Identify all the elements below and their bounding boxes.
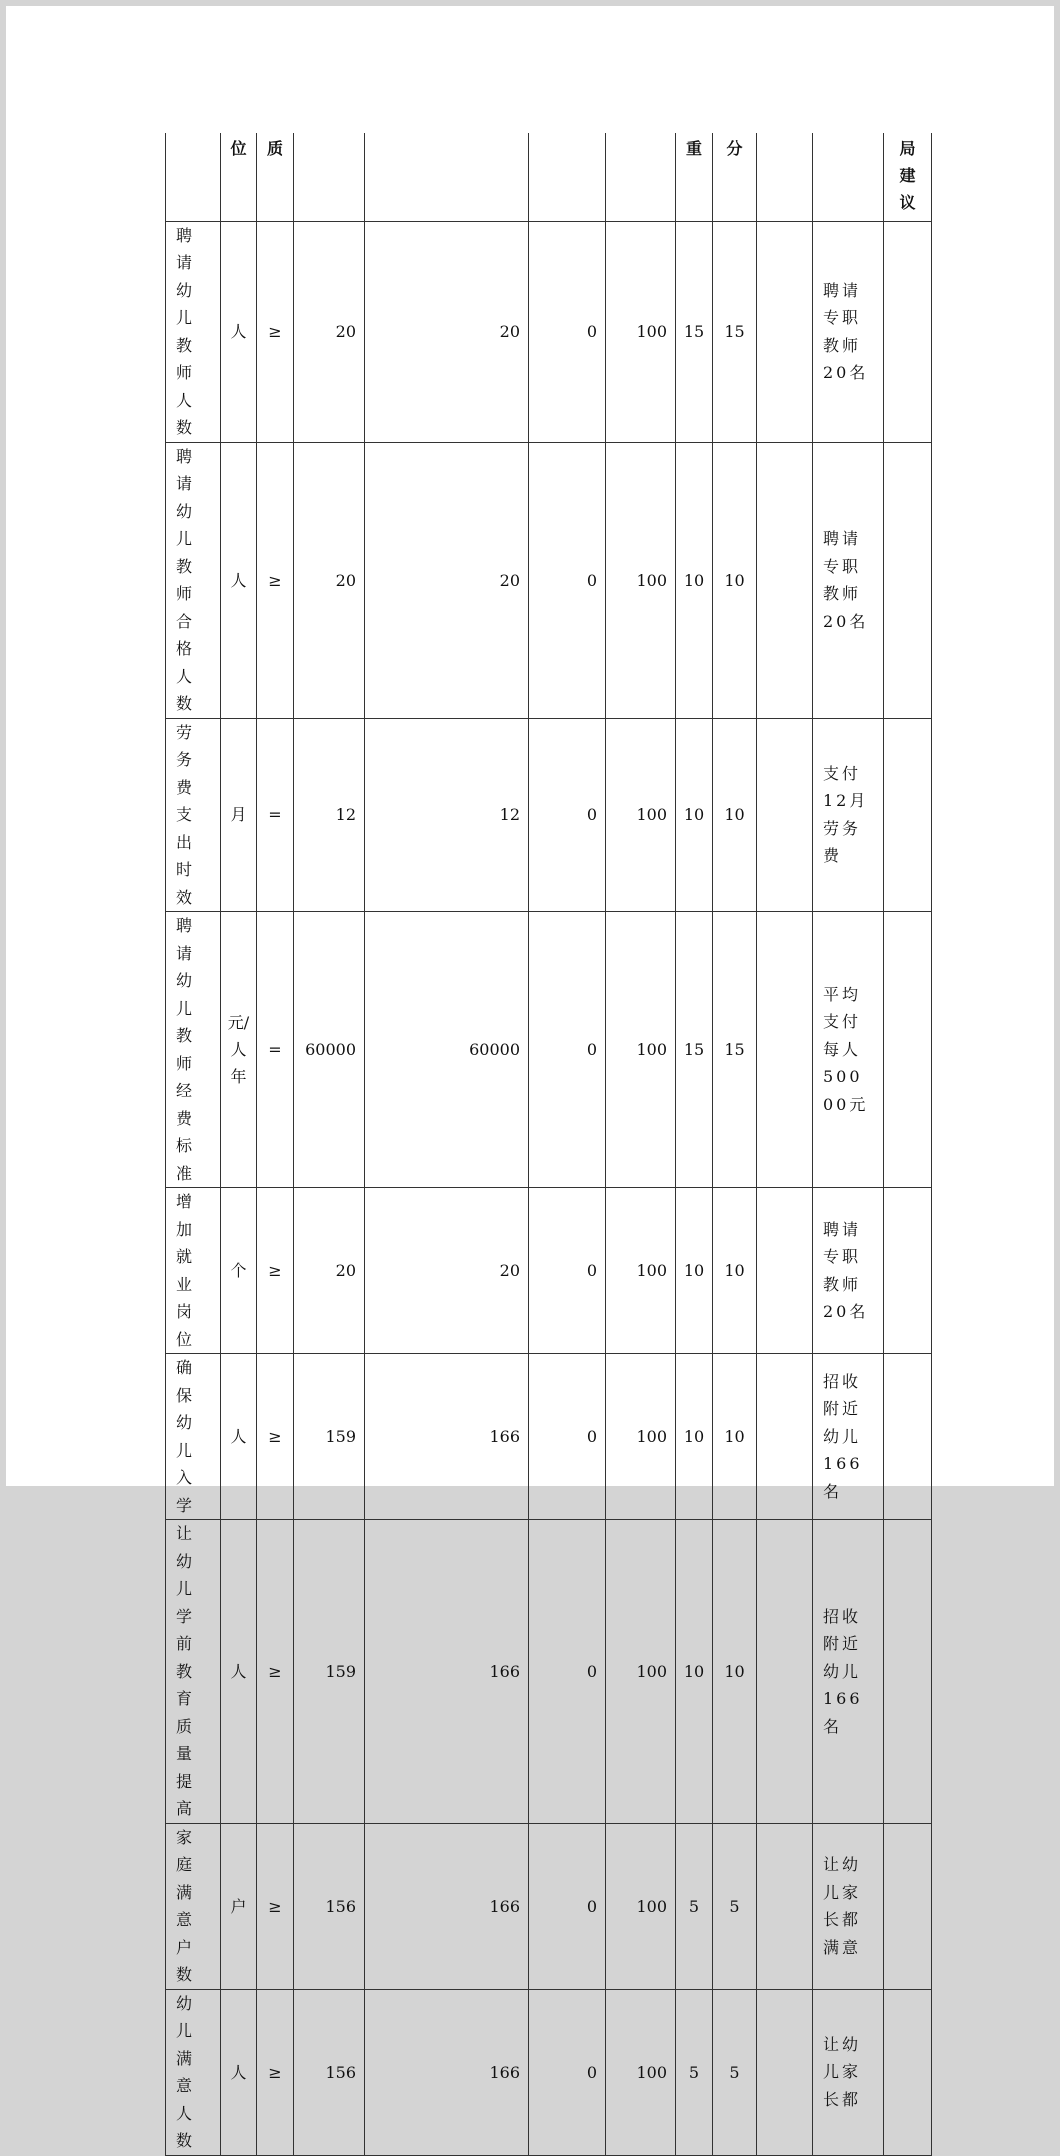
completion-rate-cell: 100 xyxy=(606,718,676,912)
unit-cell: 人 xyxy=(221,1989,257,2155)
table-header-row xyxy=(166,133,932,221)
score-cell: 10 xyxy=(713,1520,757,1824)
deviation-cell: 0 xyxy=(529,1989,606,2155)
indicator-name-cell: 聘请幼儿教师人数 xyxy=(166,221,221,442)
header-cell-nature: 质 xyxy=(257,133,294,221)
table-row xyxy=(166,718,932,912)
target-value-cell: 20 xyxy=(294,1188,365,1354)
score-cell: 10 xyxy=(713,718,757,912)
score-cell: 5 xyxy=(713,1989,757,2155)
target-value-cell: 20 xyxy=(294,221,365,442)
unit-cell: 人 xyxy=(221,1354,257,1520)
weight-cell: 10 xyxy=(676,442,713,718)
suggestion-cell xyxy=(884,1989,932,2155)
operator-cell: ≥ xyxy=(257,1823,294,1989)
unit-cell: 人 xyxy=(221,221,257,442)
header-cell-suggestion xyxy=(884,133,932,221)
description-cell: 支付12月劳务费 xyxy=(813,718,884,912)
completion-rate-cell: 100 xyxy=(606,221,676,442)
score-cell: 15 xyxy=(713,912,757,1188)
header-cell-name xyxy=(166,133,221,221)
completion-rate-cell: 100 xyxy=(606,1989,676,2155)
description-cell: 让幼儿家长都 xyxy=(813,1989,884,2155)
actual-value-cell: 20 xyxy=(365,221,529,442)
actual-value-cell: 60000 xyxy=(365,912,529,1188)
weight-cell: 15 xyxy=(676,912,713,1188)
deviation-cell: 0 xyxy=(529,221,606,442)
description-cell: 聘请专职教师20名 xyxy=(813,221,884,442)
unit-cell: 人 xyxy=(221,1520,257,1824)
completion-rate-cell: 100 xyxy=(606,912,676,1188)
unit-cell: 月 xyxy=(221,718,257,912)
target-value-cell: 12 xyxy=(294,718,365,912)
table-row xyxy=(166,1823,932,1989)
target-value-cell: 159 xyxy=(294,1354,365,1520)
suggestion-cell xyxy=(884,442,932,718)
weight-cell: 10 xyxy=(676,718,713,912)
target-value-cell: 60000 xyxy=(294,912,365,1188)
deviation-cell: 0 xyxy=(529,912,606,1188)
completion-rate-cell: 100 xyxy=(606,442,676,718)
header-cell-target xyxy=(294,133,365,221)
description-cell: 聘请专职教师20名 xyxy=(813,1188,884,1354)
performance-table xyxy=(165,133,932,2156)
blank-cell xyxy=(757,912,813,1188)
table-row xyxy=(166,1989,932,2155)
indicator-name-cell: 增加就业岗位 xyxy=(166,1188,221,1354)
table-row xyxy=(166,1188,932,1354)
table-row xyxy=(166,221,932,442)
indicator-name-cell: 聘请幼儿教师合格人数 xyxy=(166,442,221,718)
completion-rate-cell: 100 xyxy=(606,1188,676,1354)
header-cell-actual xyxy=(365,133,529,221)
blank-cell xyxy=(757,1989,813,2155)
score-cell: 10 xyxy=(713,1188,757,1354)
actual-value-cell: 166 xyxy=(365,1520,529,1824)
score-cell: 15 xyxy=(713,221,757,442)
indicator-name-cell: 聘请幼儿教师经费标准 xyxy=(166,912,221,1188)
actual-value-cell: 166 xyxy=(365,1989,529,2155)
operator-cell: ≥ xyxy=(257,1520,294,1824)
operator-cell: ≥ xyxy=(257,1188,294,1354)
description-cell: 招收附近幼儿166名 xyxy=(813,1354,884,1520)
target-value-cell: 159 xyxy=(294,1520,365,1824)
suggestion-cell xyxy=(884,1520,932,1824)
suggestion-cell xyxy=(884,1354,932,1520)
header-suggestion-char: 局 xyxy=(899,139,916,158)
description-cell: 平均支付每人50000元 xyxy=(813,912,884,1188)
header-suggestion-char: 建 xyxy=(899,166,916,185)
score-cell: 10 xyxy=(713,442,757,718)
deviation-cell: 0 xyxy=(529,1520,606,1824)
score-cell: 10 xyxy=(713,1354,757,1520)
table-row xyxy=(166,442,932,718)
indicator-name-cell: 让幼儿学前教育质量提高 xyxy=(166,1520,221,1824)
header-cell-deviation xyxy=(529,133,606,221)
weight-cell: 5 xyxy=(676,1823,713,1989)
actual-value-cell: 20 xyxy=(365,442,529,718)
document-page xyxy=(6,6,1054,2150)
table-row xyxy=(166,1520,932,1824)
unit-cell: 元/人年 xyxy=(221,912,257,1188)
operator-cell: ≥ xyxy=(257,221,294,442)
indicator-name-cell: 劳务费支出时效 xyxy=(166,718,221,912)
target-value-cell: 156 xyxy=(294,1989,365,2155)
header-suggestion-char: 议 xyxy=(899,193,916,212)
actual-value-cell: 12 xyxy=(365,718,529,912)
indicator-name-cell: 幼儿满意人数 xyxy=(166,1989,221,2155)
description-cell: 让幼儿家长都满意 xyxy=(813,1823,884,1989)
deviation-cell: 0 xyxy=(529,1823,606,1989)
header-cell-unit: 位 xyxy=(221,133,257,221)
unit-cell: 人 xyxy=(221,442,257,718)
unit-cell: 户 xyxy=(221,1823,257,1989)
suggestion-cell xyxy=(884,912,932,1188)
target-value-cell: 156 xyxy=(294,1823,365,1989)
completion-rate-cell: 100 xyxy=(606,1823,676,1989)
suggestion-cell xyxy=(884,1823,932,1989)
indicator-name-cell: 确保幼儿入学 xyxy=(166,1354,221,1520)
actual-value-cell: 20 xyxy=(365,1188,529,1354)
completion-rate-cell: 100 xyxy=(606,1520,676,1824)
operator-cell: = xyxy=(257,718,294,912)
deviation-cell: 0 xyxy=(529,1188,606,1354)
completion-rate-cell: 100 xyxy=(606,1354,676,1520)
indicator-name-cell: 家庭满意户数 xyxy=(166,1823,221,1989)
operator-cell: ≥ xyxy=(257,442,294,718)
operator-cell: ≥ xyxy=(257,1989,294,2155)
description-cell: 招收附近幼儿166名 xyxy=(813,1520,884,1824)
blank-cell xyxy=(757,442,813,718)
weight-cell: 10 xyxy=(676,1188,713,1354)
weight-cell: 15 xyxy=(676,221,713,442)
blank-cell xyxy=(757,1823,813,1989)
header-cell-rate xyxy=(606,133,676,221)
weight-cell: 10 xyxy=(676,1354,713,1520)
blank-cell xyxy=(757,1520,813,1824)
blank-cell xyxy=(757,1354,813,1520)
score-cell: 5 xyxy=(713,1823,757,1989)
header-cell-blank xyxy=(757,133,813,221)
deviation-cell: 0 xyxy=(529,718,606,912)
suggestion-cell xyxy=(884,1188,932,1354)
weight-cell: 10 xyxy=(676,1520,713,1824)
blank-cell xyxy=(757,221,813,442)
actual-value-cell: 166 xyxy=(365,1823,529,1989)
suggestion-cell xyxy=(884,718,932,912)
operator-cell: = xyxy=(257,912,294,1188)
blank-cell xyxy=(757,718,813,912)
deviation-cell: 0 xyxy=(529,442,606,718)
target-value-cell: 20 xyxy=(294,442,365,718)
blank-cell xyxy=(757,1188,813,1354)
weight-cell: 5 xyxy=(676,1989,713,2155)
header-cell-desc xyxy=(813,133,884,221)
description-cell: 聘请专职教师20名 xyxy=(813,442,884,718)
suggestion-cell xyxy=(884,221,932,442)
operator-cell: ≥ xyxy=(257,1354,294,1520)
deviation-cell: 0 xyxy=(529,1354,606,1520)
actual-value-cell: 166 xyxy=(365,1354,529,1520)
header-cell-score: 分 xyxy=(713,133,757,221)
table-row xyxy=(166,912,932,1188)
table-row xyxy=(166,1354,932,1520)
unit-cell: 个 xyxy=(221,1188,257,1354)
header-cell-weight: 重 xyxy=(676,133,713,221)
